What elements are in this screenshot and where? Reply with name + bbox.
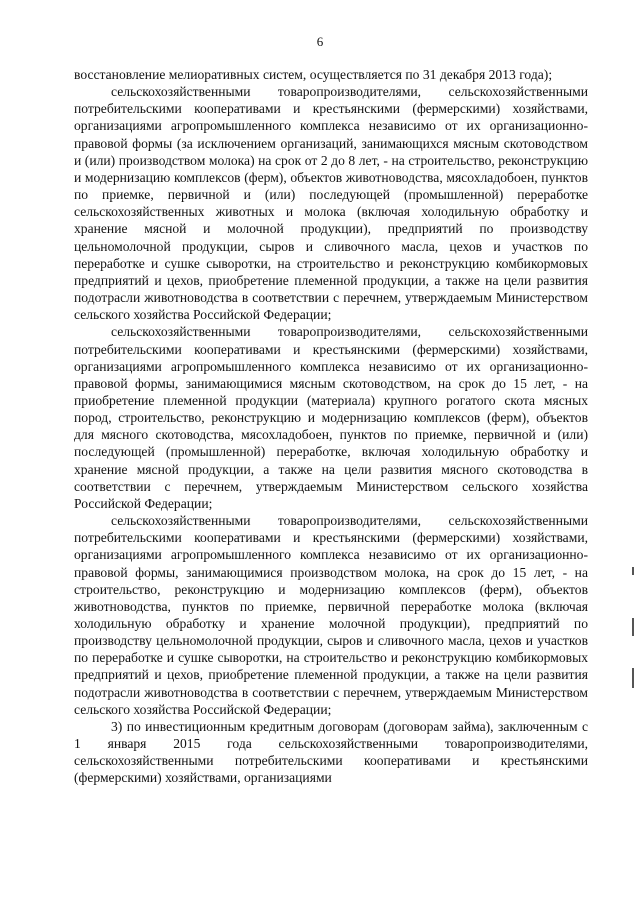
paragraph-4: сельскохозяйственными товаропроизводителями, сельскохозяйственными потребительскими кооперативами и крестьянскими (фермерскими) хозяйствами, организациями агропромышленного комплекса независимо от их организационно-правовой формы, занимающимися производством молока, на срок до 15 лет, - на строительство, реконструкцию и модернизацию комплексов (ферм), объектов животноводства, пунктов по приемке, первичной переработке молока (включая холодильную обработку и хранение молочной продукции), предприятий по производству цельномолочной продукции, сыров и сливочного масла, цехов и участков по переработке и сушке сыворотки, на строительство и реконструкцию комбикормовых предприятий и цехов, приобретение племенной продукции, а также на цели развития подотрасли животноводства в соответствии с перечнем, утверждаемым Министерством сельского хозяйства Российской Федерации; [74, 513, 588, 717]
page-number: 6 [316, 34, 324, 49]
paragraph-1: восстановление мелиоративных систем, осуществляется по 31 декабря 2013 года); [74, 67, 553, 82]
scan-margin-mark [632, 618, 634, 636]
document-body [74, 66, 588, 787]
scan-margin-mark [632, 668, 634, 688]
paragraph-2: сельскохозяйственными товаропроизводителями, сельскохозяйственными потребительскими кооперативами и крестьянскими (фермерскими) хозяйствами, организациями агропромышленного комплекса независимо от их организационно-правовой формы (за исключением организаций, занимающихся мясным скотоводством и (или) производством молока) на срок от 2 до 8 лет, - на строительство, реконструкцию и модернизацию комплексов (ферм), объектов животноводства, мясохладобоен, пунктов по приемке, первичной и (или) последующей (промышленной) переработке сельскохозяйственных животных и молока (включая холодильную обработку и хранение мясной и молочной продукции), предприятий по производству цельномолочной продукции, сыров и сливочного масла, цехов и участков по переработке и сушке сыворотки, на строительство и реконструкцию комбикормовых предприятий и цехов, приобретение племенной продукции, а также на цели развития подотрасли животноводства в соответствии с перечнем, утверждаемым Министерством сельского хозяйства Российской Федерации; [74, 84, 588, 323]
paragraph-5: 3) по инвестиционным кредитным договорам (договорам займа), заключенным с 1 января 2015 года сельскохозяйственными товаропроизводителями, сельскохозяйственными потребительскими кооперативами и крестьянскими (фермерскими) хозяйствами, организациями [74, 718, 588, 786]
paragraph-3: сельскохозяйственными товаропроизводителями, сельскохозяйственными потребительскими кооперативами и крестьянскими (фермерскими) хозяйствами, организациями агропромышленного комплекса независимо от их организационно-правовой формы, занимающимися мясным скотоводством, на срок до 15 лет, - на приобретение племенной продукции (материала) крупного рогатого скота мясных пород, строительство, реконструкцию и модернизацию комплексов (ферм), объектов для мясного скотоводства, мясохладобоен, пунктов по приемке, первичной и (или) последующей (промышленной) переработке, включая холодильную обработку и хранение мясной продукции, а также на цели развития мясного скотоводства в соответствии с перечнем, утверждаемым Министерством сельского хозяйства Российской Федерации; [74, 324, 588, 511]
scan-margin-mark [632, 567, 634, 575]
